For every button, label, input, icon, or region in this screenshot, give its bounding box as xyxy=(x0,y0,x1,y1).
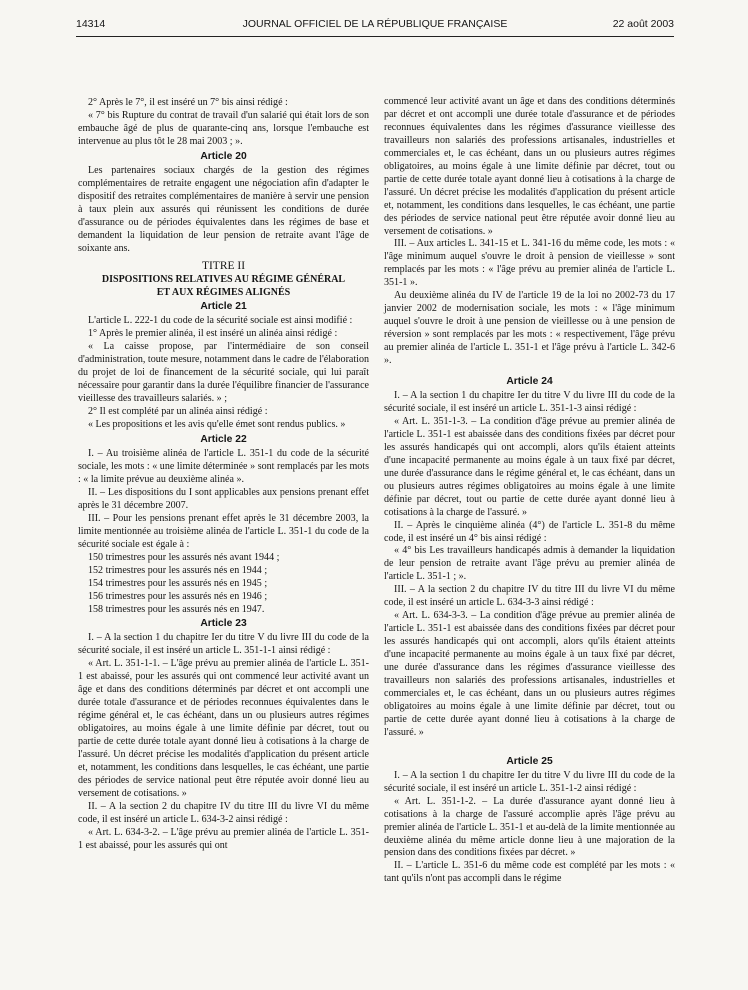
paragraph: commencé leur activité avant un âge et dans des conditions déterminés par décret et ont accompli une durée totale d'assurance et de périodes reconnues équivalentes dans les régimes d'assurance vieillesse des travailleurs non salariés des professions artisanales, industrielles et commerciales et, le cas échéant, dans un ou plusieurs autres régimes obligatoires, au moins égale à une limite définie par décret, tout ou partie de cette durée totale ayant donné lieu à cotisations à la charge de l'assuré. Un décret précise les modalités d'application du présent article et, notamment, les conditions dans lesquelles, le cas échéant, une partie des périodes de service national peut être réputée avoir donné lieu au versement de cotisations. » xyxy=(384,96,675,237)
journal-title: JOURNAL OFFICIEL DE LA RÉPUBLIQUE FRANÇAISE xyxy=(242,18,508,30)
paragraph: II. – Après le cinquième alinéa (4°) de l'article L. 351-8 du même code, il est inséré un 4° bis ainsi rédigé : xyxy=(384,519,675,544)
paragraph: « 4° bis Les travailleurs handicapés admis à demander la liquidation de leur pension de retraite avant l'âge prévu au premier alinéa de l'article L. 351-1 ; ». xyxy=(384,545,675,583)
paragraph: « 7° bis Rupture du contrat de travail d'un salarié qui était lors de son embauche âgé de plus de quarante-cinq ans, lorsque l'embauche est intervenue au plus tôt le 28 mai 2003 ; ». xyxy=(78,109,369,147)
paragraph: « Art. L. 351-1-3. – La condition d'âge prévue au premier alinéa de l'article L. 351-1 est abaissée dans des conditions fixées par décret pour les assurés handicapés qui ont accompli, alors qu'ils étaient atteints d'une incapacité permanente au moins égale à un taux fixé par décret, une durée d'assurance dans le régime général et, le cas échéant, dans un ou plusieurs autres régimes obligatoires au moins égale à une limite définie par décret, tout ou partie de cette durée ayant donné lieu à cotisations à la charge de l'assuré. » xyxy=(384,415,675,518)
list-item: 152 trimestres pour les assurés nés en 1944 ; xyxy=(88,564,268,576)
paragraph: « Art. L. 351-1-2. – La durée d'assurance ayant donné lieu à cotisations à la charge de l'assuré accomplie après l'âge prévu au premier alinéa de l'article L. 351-1 et au-delà de la limite mentionnée au deuxième alinéa du même article donne lieu à une majoration de la pension dans des conditions fixées par décret. » xyxy=(384,795,675,859)
article-heading: Article 21 xyxy=(200,301,247,313)
paragraph: « Les propositions et les avis qu'elle émet sont rendus publics. » xyxy=(88,419,346,431)
article-heading: Article 20 xyxy=(200,150,247,162)
list-item: 158 trimestres pour les assurés nés en 1947. xyxy=(88,603,265,615)
header-rule xyxy=(76,36,674,37)
paragraph: III. – A la section 2 du chapitre IV du titre III du livre VI du même code, il est inséré un article L. 634-3-3 ainsi rédigé : xyxy=(384,584,675,609)
article-heading: Article 24 xyxy=(506,376,553,388)
paragraph: I. – A la section 1 du chapitre Ier du titre V du livre III du code de la sécurité sociale, il est inséré un article L. 351-1-3 ainsi rédigé : xyxy=(384,390,675,414)
paragraph: « Art. L. 634-3-2. – L'âge prévu au premier alinéa de l'article L. 351-1 est abaissé, pour les assurés qui ont xyxy=(78,826,369,851)
paragraph: II. – A la section 2 du chapitre IV du titre III du livre VI du même code, il est inséré un article L. 634-3-2 ainsi rédigé : xyxy=(78,800,369,825)
list-item: 150 trimestres pour les assurés nés avant 1944 ; xyxy=(88,551,280,563)
spacer xyxy=(384,368,675,374)
paragraph: 2° Après le 7°, il est inséré un 7° bis ainsi rédigé : xyxy=(88,97,288,108)
paragraph: I. – A la section 1 du chapitre Ier du titre V du livre III du code de la sécurité sociale, il est inséré un article L. 351-1-1 ainsi rédigé : xyxy=(78,632,369,657)
paragraph: II. – L'article L. 351-6 du même code est complété par les mots : « tant qu'ils n'ont pas accompli dans le régime xyxy=(384,860,675,885)
titre-subheading: ET AUX RÉGIMES ALIGNÉS xyxy=(156,286,291,298)
paragraph: Les partenaires sociaux chargés de la gestion des régimes complémentaires de retraite engagent une négociation afin d'adapter le dispositif des retraites complémentaires de manière à servir une pension à taux plein aux assurés qui réunissent les conditions de durée d'assurance ou de périodes équivalentes dans les régimes de base et demandent la liquidation de leur pension de retraite avant l'âge de soixante ans. xyxy=(78,164,369,254)
paragraph: « Art. L. 351-1-1. – L'âge prévu au premier alinéa de l'article L. 351-1 est abaissé, pour les assurés qui ont commencé leur activité avant un âge et dans des conditions déterminés par décret et ont accompli une durée totale d'assurance et de périodes reconnues équivalentes dans le régime général et, le cas échéant, dans un ou plusieurs autres régimes obligatoires, au moins égale à une limite définie par décret, tout ou partie de cette durée totale ayant donné lieu à cotisations à la charge de l'assuré. Un décret précise les modalités d'application du présent article et, notamment, les conditions dans lesquelles, le cas échéant, une partie des périodes de service national peut être réputée avoir donné lieu au versement de cotisations. » xyxy=(78,658,369,799)
titre-subheading: DISPOSITIONS RELATIVES AU RÉGIME GÉNÉRAL xyxy=(101,274,346,286)
paragraph: II. – Les dispositions du I sont applicables aux pensions prenant effet après le 31 décembre 2007. xyxy=(78,486,369,511)
spacer xyxy=(384,740,675,754)
list-item: 154 trimestres pour les assurés nés en 1945 ; xyxy=(88,577,268,589)
paragraph: III. – Pour les pensions prenant effet après le 31 décembre 2003, la limite mentionnée au troisième alinéa de l'article L. 351-1 du code de la sécurité sociale est égale à : xyxy=(78,512,369,550)
list-item: 156 trimestres pour les assurés nés en 1946 ; xyxy=(88,590,268,602)
right-column xyxy=(384,96,675,886)
paragraph: I. – A la section 1 du chapitre Ier du titre V du livre III du code de la sécurité sociale, il est inséré un article L. 351-1-2 ainsi rédigé : xyxy=(384,769,675,794)
article-heading: Article 23 xyxy=(200,618,247,630)
paragraph: L'article L. 222-1 du code de la sécurité sociale est ainsi modifié : xyxy=(88,315,353,327)
page-number: 14314 xyxy=(76,18,106,30)
titre-heading: TITRE II xyxy=(201,260,246,273)
paragraph: « Art. L. 634-3-3. – La condition d'âge prévue au premier alinéa de l'article L. 351-1 est abaissée dans des conditions fixées par décret pour les assurés handicapés qui ont accompli, alors qu'ils étaient atteints d'une incapacité permanente au moins égale à un taux fixé par décret, une durée d'assurance dans les régimes d'assurance vieillesse des travailleurs non salariés des professions artisanales, industrielles et commerciales et, le cas échéant, dans un ou plusieurs autres régimes obligatoires au moins égale à une limite définie par décret, tout ou partie de cette durée ayant donné lieu à cotisations à la charge de l'assuré. » xyxy=(384,610,675,738)
publication-date: 22 août 2003 xyxy=(612,18,674,30)
article-heading: Article 25 xyxy=(506,755,553,767)
article-heading: Article 22 xyxy=(200,434,247,446)
paragraph: « La caisse propose, par l'intermédiaire de son conseil d'administration, toute mesure, notamment dans le cadre de l'élaboration du projet de loi de financement de la sécurité sociale, qui lui paraît nécessaire pour garantir dans la durée l'équilibre financier de l'assurance vieillesse des travailleurs salariés. » ; xyxy=(78,341,369,405)
left-column xyxy=(78,97,369,853)
page-header xyxy=(76,18,674,34)
paragraph: 1° Après le premier alinéa, il est inséré un alinéa ainsi rédigé : xyxy=(88,328,338,340)
paragraph: Au deuxième alinéa du IV de l'article 19 de la loi no 2002-73 du 17 janvier 2002 de modernisation sociale, les mots : « l'âge minimum auquel s'ouvre le droit à une pension de vieillesse ou à une pension de réversion » sont remplacés par les mots : « respectivement, l'âge prévu au premier alinéa de l'article L. 351-1 et l'âge prévu à l'article L. 342-6 ». xyxy=(384,290,675,367)
paragraph: 2° Il est complété par un alinéa ainsi rédigé : xyxy=(88,406,268,418)
paragraph: III. – Aux articles L. 341-15 et L. 341-16 du même code, les mots : « l'âge minimum auquel s'ouvre le droit à pension de vieillesse » sont remplacés par les mots : « l'âge prévu au premier alinéa de l'article L. 351-1 ». xyxy=(384,238,675,289)
trimestres-list xyxy=(78,552,369,617)
paragraph: I. – Au troisième alinéa de l'article L. 351-1 du code de la sécurité sociale, les mots : « une limite déterminée » sont remplacés par les mots : « la limite prévue au deuxième alinéa ». xyxy=(78,448,369,485)
